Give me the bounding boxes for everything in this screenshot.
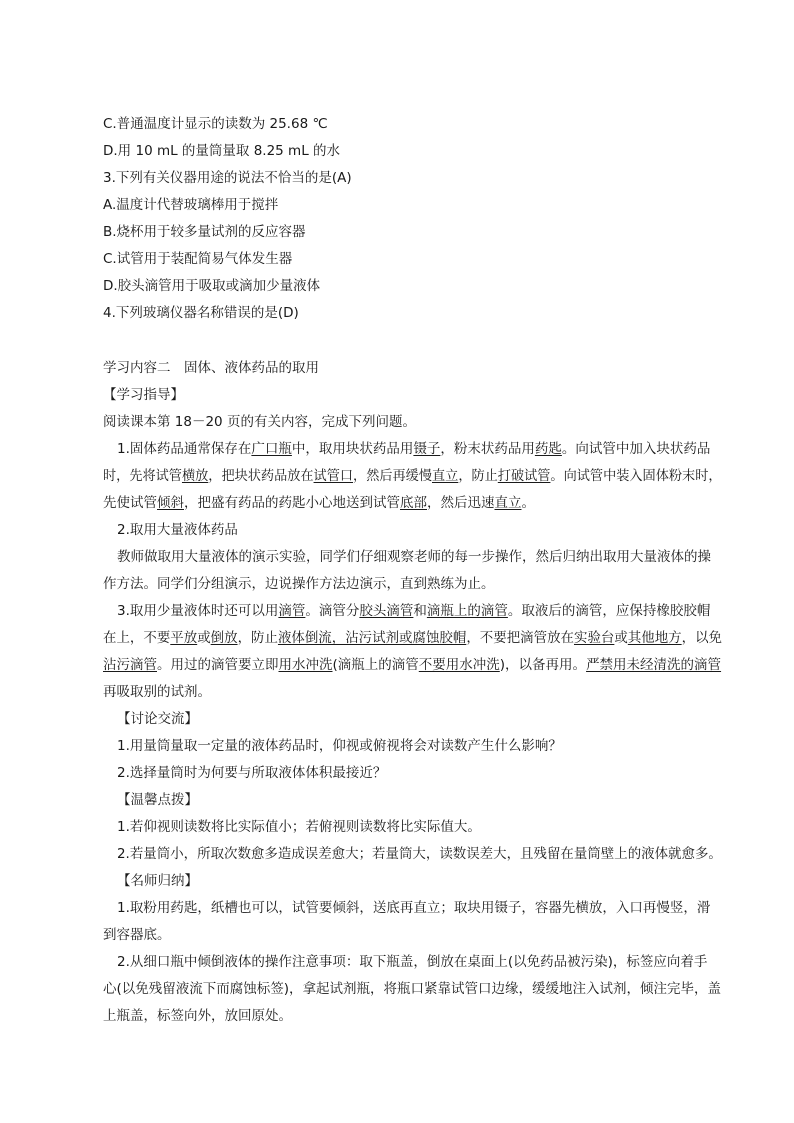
p3-line1: 3.取用少量液体时还可以用滴管。滴管分胶头滴管和滴瓶上的滴管。取液后的滴管，应保持橡胶胶帽: [117, 603, 711, 619]
summary-2-line1: 2.从细口瓶中倾倒液体的操作注意事项：取下瓶盖，倒放在桌面上(以免药品被污染)，标签应向着手: [117, 954, 708, 970]
section-title: 学习内容二 固体、液体药品的取用: [103, 360, 319, 376]
summary-1-line1: 1.取粉用药匙，纸槽也可以，试管要倾斜，送底再直立；取块用镊子，容器先横放，入口再慢竖，滑: [117, 900, 711, 916]
p1-line2: 时，先将试管横放，把块状药品放在试管口，然后再缓慢直立，防止打破试管。向试管中装入固体粉末时，: [103, 468, 722, 484]
discuss-heading: 【讨论交流】: [117, 711, 198, 727]
guide-intro: 阅读课本第 18－20 页的有关内容，完成下列问题。: [103, 414, 416, 430]
tips-heading: 【温馨点拨】: [117, 792, 198, 808]
p2-title: 2.取用大量液体药品: [117, 522, 238, 538]
discuss-1: 1.用量筒量取一定量的液体药品时，仰视或俯视将会对读数产生什么影响？: [117, 738, 562, 754]
p1-line1: 1.固体药品通常保存在广口瓶中，取用块状药品用镊子，粉末状药品用药匙。向试管中加入块状药品: [117, 441, 711, 457]
guide-heading: 【学习指导】: [103, 387, 184, 403]
summary-1-line2: 到容器底。: [103, 927, 171, 943]
option-2c: C.普通温度计显示的读数为 25.68 ℃: [103, 116, 328, 132]
option-3a: A.温度计代替玻璃棒用于搅拌: [103, 197, 279, 213]
option-3b: B.烧杯用于较多量试剂的反应容器: [103, 224, 306, 240]
question-4: 4.下列玻璃仪器名称错误的是(D): [103, 305, 299, 321]
summary-2-line3: 上瓶盖，标签向外，放回原处。: [103, 1008, 292, 1024]
option-2d: D.用 10 mL 的量筒量取 8.25 mL 的水: [103, 143, 341, 159]
p3-line3: 沾污滴管。用过的滴管要立即用水冲洗(滴瓶上的滴管不要用水冲洗)，以备再用。严禁用未经清洗的滴管: [103, 657, 722, 673]
p3-line4: 再吸取别的试剂。: [103, 684, 211, 700]
p1-line3: 先使试管倾斜，把盛有药品的药匙小心地送到试管底部，然后迅速直立。: [103, 495, 535, 511]
option-3c: C.试管用于装配简易气体发生器: [103, 251, 293, 267]
p3-line2: 在上，不要平放或倒放，防止液体倒流，沾污试剂或腐蚀胶帽，不要把滴管放在实验台或其他地方，以免: [103, 630, 723, 646]
p2-line2: 作方法。同学们分组演示，边说操作方法边演示，直到熟练为止。: [103, 576, 495, 592]
discuss-2: 2.选择量筒时为何要与所取液体体积最接近？: [117, 765, 387, 781]
summary-heading: 【名师归纳】: [117, 873, 198, 889]
option-3d: D.胶头滴管用于吸取或滴加少量液体: [103, 278, 321, 294]
p2-line1: 教师做取用大量液体的演示实验，同学们仔细观察老师的每一步操作，然后归纳出取用大量液体的操: [117, 549, 711, 565]
tip-2: 2.若量筒小，所取次数愈多造成误差愈大；若量筒大，读数误差大，且残留在量筒壁上的液体就愈多。: [117, 846, 722, 862]
summary-2-line2: 心(以免残留液流下而腐蚀标签)，拿起试剂瓶，将瓶口紧靠试管口边缘，缓缓地注入试剂，倾注完毕，盖: [103, 981, 722, 997]
question-3: 3.下列有关仪器用途的说法不恰当的是(A): [103, 170, 352, 186]
tip-1: 1.若仰视则读数将比实际值小；若俯视则读数将比实际值大。: [117, 819, 481, 835]
